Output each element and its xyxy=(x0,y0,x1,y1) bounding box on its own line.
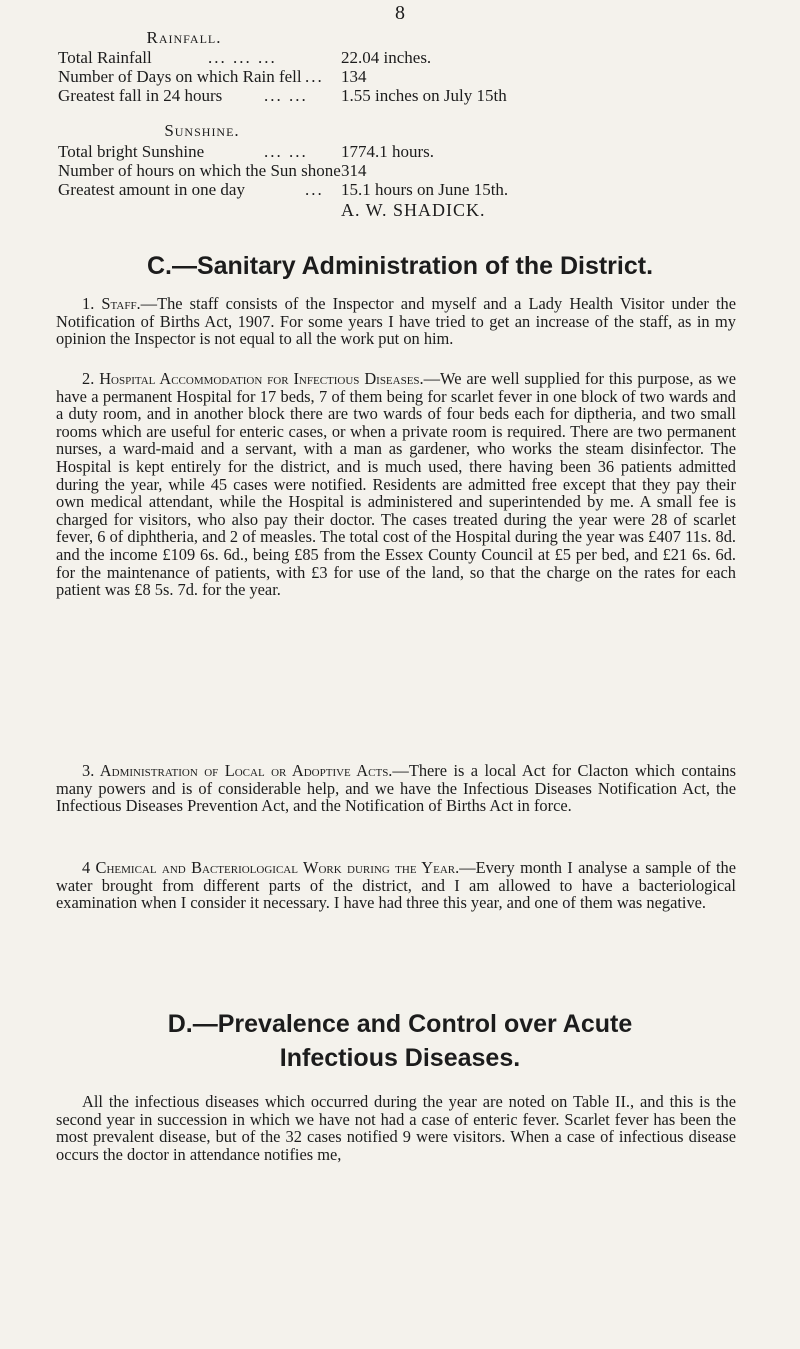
row-label: Greatest amount in one day xyxy=(58,180,245,199)
sunshine-title: Sunshine. xyxy=(164,121,240,140)
signature: A. W. SHADICK. xyxy=(341,200,486,220)
paragraph-lead: 3. Administration of Local or Adoptive Acts. xyxy=(82,761,393,780)
paragraph-lead: 2. Hospital Accommodation for Infectious Diseases. xyxy=(82,369,424,388)
row-label: Number of Days on which Rain fell xyxy=(58,67,302,86)
paragraph-prevalence: All the infectious diseases which occurred during the year are noted on Table II., and this is the second year in succession in which we have not had a case of enteric fever. Scarlet fever has been the most prevalent disease, but of the 32 cases notified 9 were visitors. When a case of infectious disease occurs the doctor in attendance notifies me, xyxy=(56,1092,736,1164)
paragraph-chemical xyxy=(56,859,736,912)
paragraph-text: —We are well supplied for this purpose, as we have a permanent Hospital for 17 beds, 7 of them being for scarlet fever in one block of two wards and a duty room, and in another block there are two wards of four beds each for diptheria, and two small rooms which are useful for enteric cases, or when a private room is required. There are two permanent nurses, a ward-maid and a servant, with a man as gardener, who works the steam disinfector. The Hospital is kept entirely for the district, and is much used, there having been 36 patients admitted during the year, while 45 cases were notified. Residents are admitted free except that they pay their own medical attendant, while the Hospital is administered and superintended by me. A small fee is charged for visitors, who also pay their doctor. The cases treated during the year were 28 of scarlet fever, 6 of diphtheria, and 2 of measles. The total cost of the Hospital during the year was £407 11s. 8d. and the income £109 6s. 6d., being £85 from the Essex County Council at £5 per bed, and £21 6s. 6d. for the maintenance of patients, with £3 for use of the land, so that the charge on the rates for each patient was £8 5s. 7d. for the year. xyxy=(56,369,736,600)
leader-dots: ... xyxy=(305,67,324,86)
leader-dots: ... ... xyxy=(264,142,308,161)
row-value: 134 xyxy=(341,67,367,86)
page-number: 8 xyxy=(395,2,405,24)
paragraph-text: —There is a local Act for Clacton which contains many powers and is of considerable help, and we have the Infectious Diseases Notification Act, the Infectious Diseases Prevention Act, and the Notification of Births Act in force. xyxy=(56,761,736,816)
paragraph-lead: 4 Chemical and Bacteriological Work during the Year. xyxy=(82,858,460,877)
row-label: Total Rainfall xyxy=(58,48,152,67)
row-value: 15.1 hours on June 15th. xyxy=(341,180,509,199)
paragraph-text: —The staff consists of the Inspector and myself and a Lady Health Visitor under the Notification of Births Act, 1907. For some years I have tried to get an increase of the staff, as in my opinion the Inspector is not equal to all the work put on him. xyxy=(56,294,736,349)
row-value: 1.55 inches on July 15th xyxy=(341,86,507,105)
row-value: 22.04 inches. xyxy=(341,48,432,67)
row-label: Greatest fall in 24 hours xyxy=(58,86,223,105)
section-d-heading-line1: D.—Prevalence and Control over Acute xyxy=(167,1010,633,1038)
row-value: 314 xyxy=(341,161,367,180)
paragraph-acts xyxy=(56,762,736,815)
section-c-heading: C.—Sanitary Administration of the District. xyxy=(146,252,654,280)
row-label: Number of hours on which the Sun shone xyxy=(58,161,341,180)
paragraph-staff xyxy=(56,295,736,348)
paragraph-text: —Every month I analyse a sample of the water brought from different parts of the district, and I am allowed to have a bacteriological examination when I consider it necessary. I have had three this year, and one of them was negative. xyxy=(56,858,736,913)
section-d-heading xyxy=(0,1007,800,1075)
section-d-heading-line2: Infectious Diseases. xyxy=(279,1044,521,1072)
leader-dots: ... ... ... xyxy=(208,48,277,67)
rainfall-title: Rainfall. xyxy=(146,28,222,47)
row-label: Total bright Sunshine xyxy=(58,142,205,161)
paragraph-lead: 1. Staff. xyxy=(82,294,141,313)
leader-dots: ... ... xyxy=(264,86,308,105)
row-value: 1774.1 hours. xyxy=(341,142,435,161)
paragraph-hospital xyxy=(56,370,736,599)
leader-dots: ... xyxy=(305,180,324,199)
